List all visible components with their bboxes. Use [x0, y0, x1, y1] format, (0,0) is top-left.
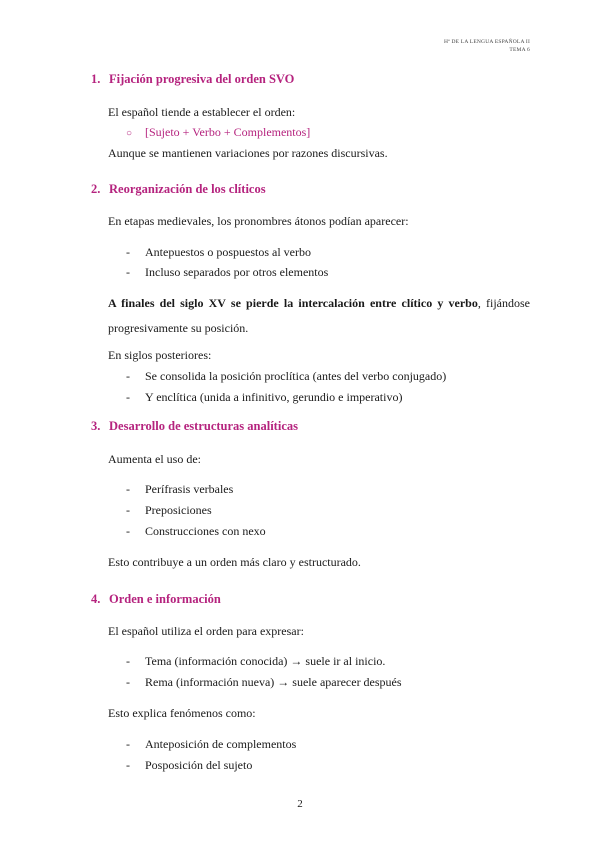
section-number: 3. — [91, 419, 101, 433]
list-item — [126, 390, 402, 405]
circle-bullet-icon: ○ — [126, 128, 133, 139]
dash-bullet: - — [126, 737, 130, 751]
list-item-text: Rema (información nueva) → suele aparecer después — [145, 675, 402, 689]
list-item — [126, 737, 296, 752]
list-item — [126, 369, 446, 384]
section-title-text: Orden e información — [109, 592, 221, 606]
section-4-title — [91, 592, 221, 607]
dash-bullet: - — [126, 758, 130, 772]
s2-intro: En etapas medievales, los pronombres átonos podían aparecer: — [108, 214, 409, 228]
section-title-text: Reorganización de los clíticos — [109, 182, 266, 196]
list-item-text: Tema (información conocida) → suele ir al inicio. — [145, 654, 386, 668]
s1-after: Aunque se mantienen variaciones por razones discursivas. — [108, 146, 388, 160]
list-item-text: Construcciones con nexo — [145, 524, 266, 538]
list-item-text: Y enclítica (unida a infinitivo, gerundio e imperativo) — [145, 390, 403, 404]
dash-bullet: - — [126, 245, 130, 259]
list-item — [126, 758, 252, 773]
s3-intro: Aumenta el uso de: — [108, 452, 201, 466]
list-item — [126, 654, 385, 669]
s2-bold-statement: A finales del siglo XV se pierde la intercalación entre clítico y verbo — [108, 296, 478, 310]
list-item-text: Se consolida la posición proclítica (antes del verbo conjugado) — [145, 369, 447, 383]
list-item — [126, 524, 266, 539]
s1-bullet-text: [Sujeto + Verbo + Complementos] — [145, 125, 311, 139]
list-item — [126, 503, 212, 518]
page-header — [444, 38, 530, 54]
dash-bullet: - — [126, 369, 130, 383]
list-item-text: Anteposición de complementos — [145, 737, 297, 751]
page-number: 2 — [297, 798, 303, 810]
s3-after: Esto contribuye a un orden más claro y estructurado. — [108, 555, 361, 569]
list-item — [126, 482, 233, 497]
section-title-text: Desarrollo de estructuras analíticas — [109, 419, 298, 433]
header-topic: TEMA 6 — [509, 47, 530, 53]
section-title-text: Fijación progresiva del orden SVO — [109, 72, 295, 86]
list-item-text: Incluso separados por otros elementos — [145, 265, 329, 279]
s2-paragraph — [108, 291, 530, 341]
dash-bullet: - — [126, 390, 130, 404]
list-item — [126, 675, 402, 690]
list-item-text: Posposición del sujeto — [145, 758, 253, 772]
section-number: 4. — [91, 592, 101, 606]
section-2-title — [91, 182, 266, 197]
dash-bullet: - — [126, 654, 130, 668]
s2-rest: , fijándose progresivamente su posición. — [108, 296, 530, 335]
s1-bullet — [126, 125, 310, 140]
list-item-text: Preposiciones — [145, 503, 212, 517]
s1-intro: El español tiende a establecer el orden: — [108, 105, 296, 119]
list-item-text: Perífrasis verbales — [145, 482, 234, 496]
section-number: 2. — [91, 182, 101, 196]
dash-bullet: - — [126, 524, 130, 538]
list-item — [126, 245, 311, 260]
section-number: 1. — [91, 72, 101, 86]
dash-bullet: - — [126, 503, 130, 517]
header-course: Hª DE LA LENGUA ESPAÑOLA II — [443, 39, 530, 45]
section-1-title — [91, 72, 294, 87]
s4-intro: El español utiliza el orden para expresar: — [108, 624, 304, 638]
s4-intro2: Esto explica fenómenos como: — [108, 706, 256, 720]
dash-bullet: - — [126, 675, 130, 689]
s2-intro2: En siglos posteriores: — [108, 348, 212, 362]
dash-bullet: - — [126, 482, 130, 496]
list-item-text: Antepuestos o pospuestos al verbo — [145, 245, 311, 259]
list-item — [126, 265, 328, 280]
dash-bullet: - — [126, 265, 130, 279]
section-3-title — [91, 419, 298, 434]
